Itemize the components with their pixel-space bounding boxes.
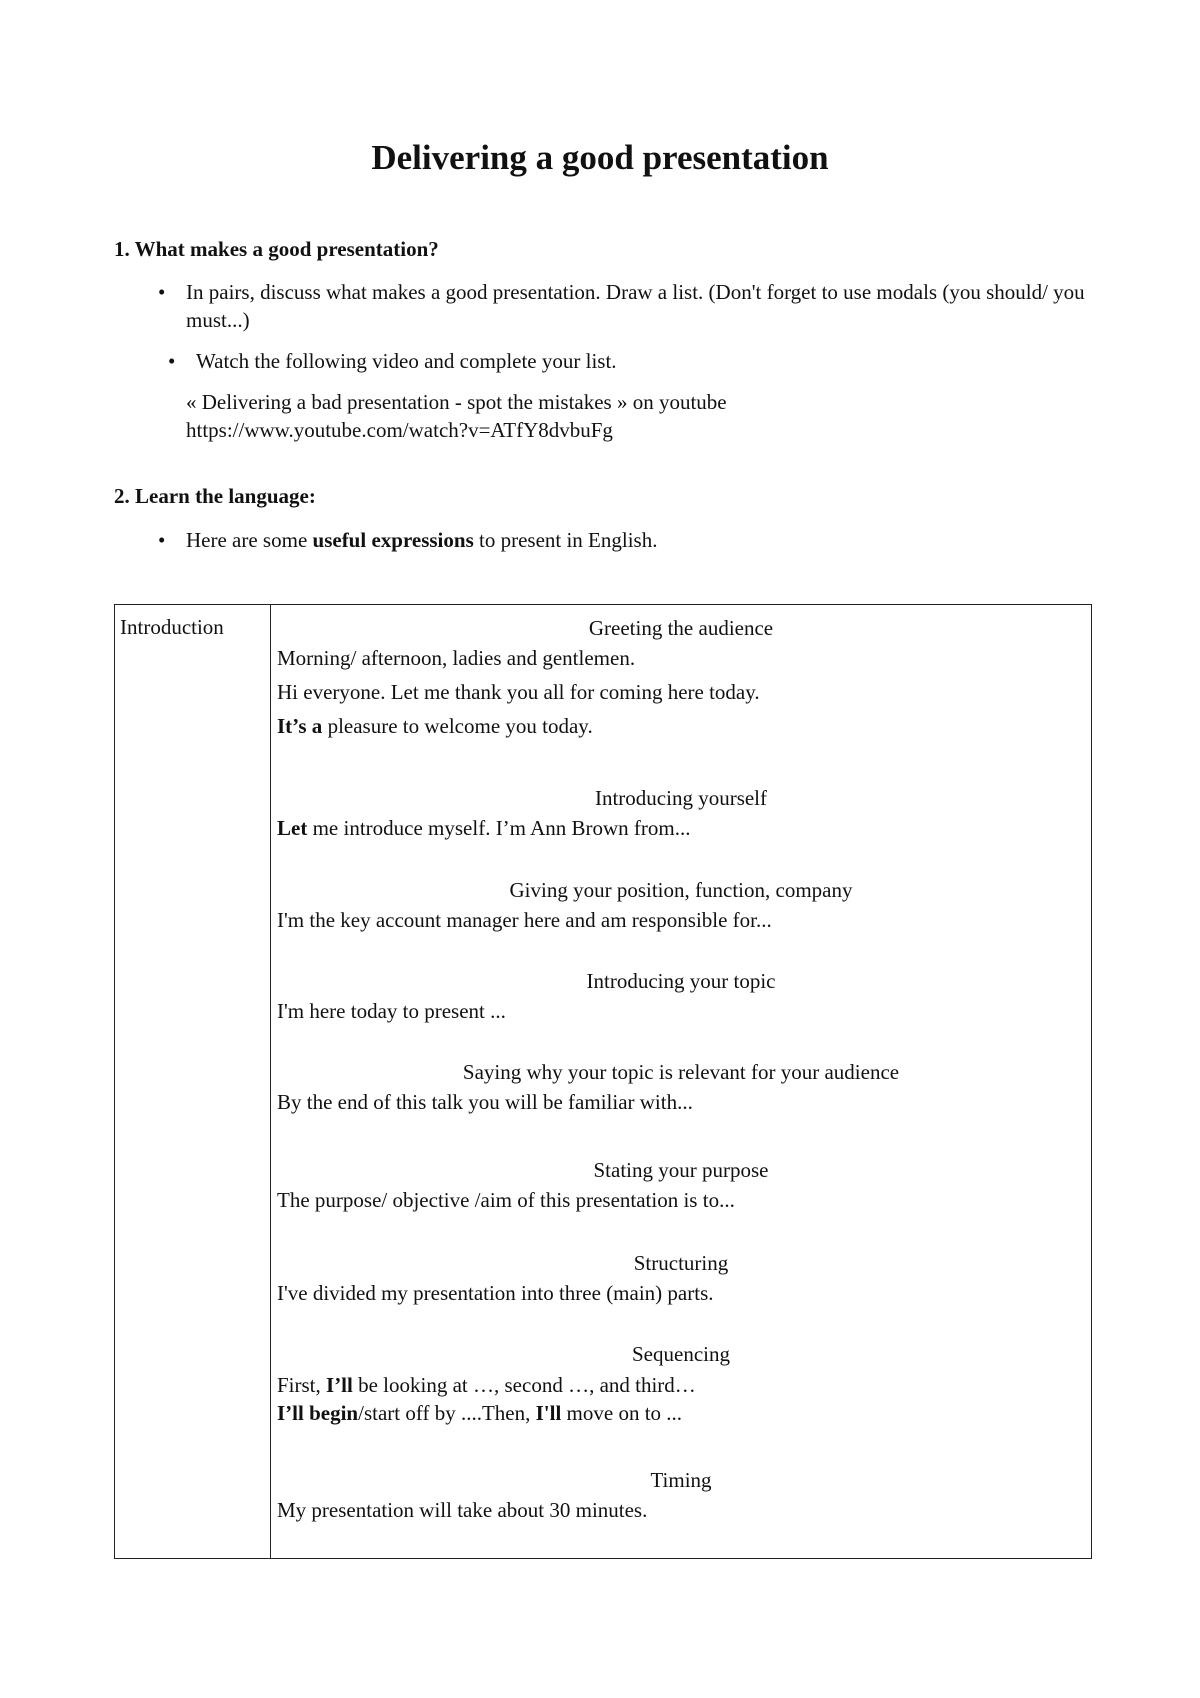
bullet-discuss-text: In pairs, discuss what makes a good presentation. Draw a list. (Don't forget to use modals (you should/ you must...) [186,280,1085,332]
position-line-1: I'm the key account manager here and am responsible for... [277,908,772,932]
greeting-line-1: Morning/ afternoon, ladies and gentlemen. [277,646,636,670]
bullet-marker: • [168,349,176,373]
bullet-expressions [158,526,1066,554]
table-column-divider [270,605,271,1558]
yourself-line-1 [277,811,1085,845]
sequencing-line-1-a: First, [277,1373,327,1397]
yourself-section [277,785,1085,845]
bullet-watch-text: Watch the following video and complete your list. [196,349,617,373]
section-2-heading: 2. Learn the language: [114,484,316,508]
topic-section [277,968,1085,1028]
expressions-table [114,604,1092,1559]
sequencing-section [277,1341,1085,1427]
video-reference [186,388,727,444]
timing-line-1: My presentation will take about 30 minutes. [277,1498,648,1522]
topic-heading: Introducing your topic [586,969,776,993]
greeting-line-3 [277,709,1085,743]
sequencing-line-1-bold: I’ll [326,1373,353,1397]
topic-line-1: I'm here today to present ... [277,999,506,1023]
bullet-discuss [158,278,1086,334]
bullet-expressions-pre: Here are some [186,528,313,552]
yourself-line-1-bold: Let [277,816,308,840]
sequencing-line-2 [277,1399,1085,1427]
section-1-heading: 1. What makes a good presentation? [114,237,439,261]
timing-heading: Timing [650,1468,712,1492]
structuring-section [277,1250,1085,1310]
structuring-heading: Structuring [633,1251,729,1275]
bullet-watch [168,347,1076,375]
timing-section [277,1467,1085,1527]
sequencing-line-2-b: /start off by ....Then, [358,1401,536,1425]
page-title: Delivering a good presentation [371,138,829,177]
sequencing-line-2-bold: I’ll begin [277,1401,359,1425]
relevant-line-1: By the end of this talk you will be familiar with... [277,1090,693,1114]
video-title: « Delivering a bad presentation - spot the mistakes » on youtube [186,390,727,414]
sequencing-heading: Sequencing [632,1342,730,1366]
greeting-section [277,615,1085,743]
sequencing-line-2-rest: move on to ... [561,1401,683,1425]
sequencing-line-2-bold-2: I'll [535,1401,562,1425]
bullet-marker: • [158,528,166,552]
greeting-line-3-rest: pleasure to welcome you today. [322,714,593,738]
position-heading: Giving your position, function, company [509,878,853,902]
bullet-expressions-bold: useful expressions [312,528,474,552]
greeting-line-2: Hi everyone. Let me thank you all for coming here today. [277,680,760,704]
bullet-marker: • [158,280,166,304]
sequencing-line-1 [277,1371,1085,1399]
relevant-heading: Saying why your topic is relevant for your audience [462,1060,900,1084]
greeting-line-3-bold: It’s a [277,714,323,738]
video-url[interactable]: https://www.youtube.com/watch?v=ATfY8dvbuFg [186,418,613,442]
greeting-heading: Greeting the audience [588,616,774,640]
purpose-heading: Stating your purpose [593,1158,769,1182]
sequencing-line-1-rest: be looking at …, second …, and third… [352,1373,696,1397]
purpose-section [277,1157,1085,1217]
purpose-line-1: The purpose/ objective /aim of this presentation is to... [277,1188,735,1212]
table-row-label: Introduction [120,615,224,639]
yourself-heading: Introducing yourself [594,786,768,810]
relevant-section [277,1059,1085,1119]
bullet-expressions-post: to present in English. [473,528,658,552]
yourself-line-1-rest: me introduce myself. I’m Ann Brown from... [307,816,691,840]
structuring-line-1: I've divided my presentation into three (main) parts. [277,1281,714,1305]
position-section [277,877,1085,937]
